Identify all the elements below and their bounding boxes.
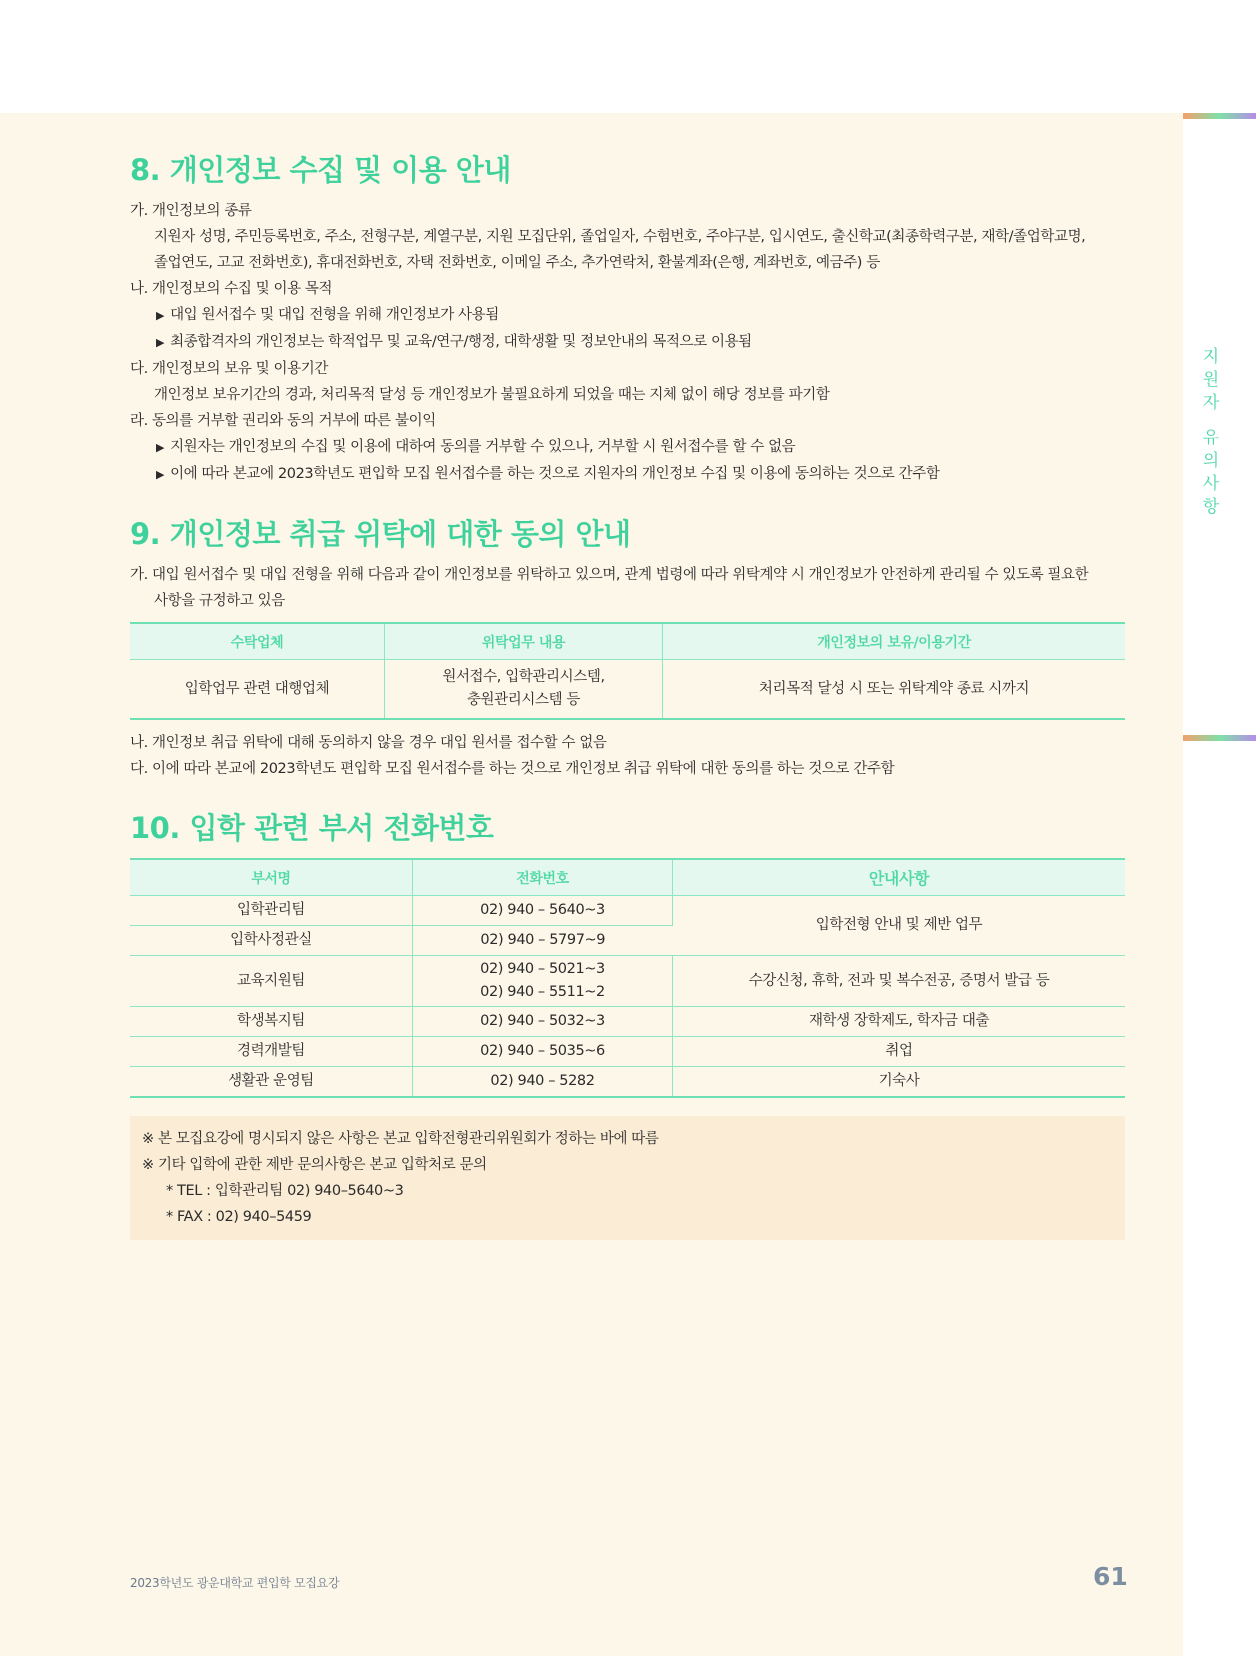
table-cell: 원서접수, 입학관리시스템, 충원관리시스템 등 bbox=[385, 660, 663, 720]
side-section-label bbox=[1196, 346, 1226, 519]
bullet-item: ▶ 대입 원서접수 및 대입 전형을 위해 개인정보가 사용됨 bbox=[156, 307, 499, 323]
table-cell: 입학관리팀 bbox=[130, 896, 413, 926]
table-cell: 취업 bbox=[673, 1037, 1126, 1067]
table-row bbox=[130, 660, 1125, 720]
contact-fax: * FAX : 02) 940–5459 bbox=[166, 1209, 312, 1225]
side-label-char: 항 bbox=[1202, 497, 1220, 517]
ga-line: 사항을 규정하고 있음 bbox=[154, 593, 285, 609]
ga-heading: 가. 개인정보의 종류 bbox=[130, 203, 252, 219]
side-label-char: 지 bbox=[1202, 347, 1220, 367]
footer-document-title: 2023학년도 광운대학교 편입학 모집요강 bbox=[130, 1576, 340, 1590]
side-label-char: 유 bbox=[1202, 428, 1220, 448]
table-cell: 처리목적 달성 시 또는 위탁계약 종료 시까지 bbox=[758, 680, 1030, 697]
table-cell: 재학생 장학제도, 학자금 대출 bbox=[673, 1007, 1126, 1037]
table-header: 안내사항 bbox=[673, 859, 1126, 896]
triangle-bullet-icon: ▶ bbox=[156, 336, 165, 349]
contact-tel: * TEL : 입학관리팀 02) 940–5640~3 bbox=[166, 1183, 404, 1199]
triangle-bullet-icon: ▶ bbox=[156, 441, 165, 454]
table-cell: 02) 940 – 5021~3 02) 940 – 5511~2 bbox=[413, 956, 673, 1007]
table-cell: 입학전형 안내 및 제반 업무 bbox=[673, 896, 1126, 956]
side-accent-bar-middle bbox=[1183, 735, 1256, 741]
notes-box bbox=[130, 1116, 1125, 1240]
table-cell: 02) 940 – 5032~3 bbox=[413, 1007, 673, 1037]
na-line: 나. 개인정보 취급 위탁에 대해 동의하지 않을 경우 대입 원서를 접수할 수 없음 bbox=[130, 735, 607, 751]
ra-heading: 라. 동의를 거부할 권리와 동의 거부에 따른 불이익 bbox=[130, 413, 436, 429]
da-heading: 다. 개인정보의 보유 및 이용기간 bbox=[130, 361, 328, 377]
section-9-privacy-outsourcing bbox=[130, 514, 1125, 782]
da-line: 다. 이에 따라 본교에 2023학년도 편입학 모집 원서접수를 하는 것으로 개인정보 취급 위탁에 대한 동의를 하는 것으로 간주함 bbox=[130, 761, 895, 777]
table-header: 위탁업무 내용 bbox=[385, 623, 663, 660]
table-header: 개인정보의 보유/이용기간 bbox=[663, 623, 1126, 660]
ga-line: 가. 대입 원서접수 및 대입 전형을 위해 다음과 같이 개인정보를 위탁하고 있으며, 관계 법령에 따라 위탁계약 시 개인정보가 안전하게 관리될 수 있도록 필요한 bbox=[130, 567, 1089, 583]
table-row bbox=[130, 896, 1125, 926]
side-label-char: 자 bbox=[1202, 393, 1220, 413]
table-header: 수탁업체 bbox=[130, 623, 385, 660]
side-accent-bar-top bbox=[1183, 113, 1256, 119]
table-header: 부서명 bbox=[130, 859, 413, 896]
table-cell: 02) 940 – 5640~3 bbox=[413, 896, 673, 926]
na-heading: 나. 개인정보의 수집 및 이용 목적 bbox=[130, 281, 333, 297]
table-row bbox=[130, 1037, 1125, 1067]
table-cell: 수강신청, 휴학, 전과 및 복수전공, 증명서 발급 등 bbox=[673, 956, 1126, 1007]
section-8-privacy-collection bbox=[130, 150, 1125, 488]
outsourcing-table bbox=[130, 622, 1125, 720]
triangle-bullet-icon: ▶ bbox=[156, 309, 165, 322]
table-cell: 학생복지팀 bbox=[130, 1007, 413, 1037]
ga-body-line: 졸업연도, 고교 전화번호), 휴대전화번호, 자택 전화번호, 이메일 주소, 추가연락처, 환불계좌(은행, 계좌번호, 예금주) 등 bbox=[154, 255, 880, 271]
bullet-item: ▶ 최종합격자의 개인정보는 학적업무 및 교육/연구/행정, 대학생활 및 정보안내의 목적으로 이용됨 bbox=[156, 334, 752, 350]
triangle-bullet-icon: ▶ bbox=[156, 468, 165, 481]
page-number: 61 bbox=[1093, 1562, 1128, 1591]
bullet-item: ▶ 지원자는 개인정보의 수집 및 이용에 대하여 동의를 거부할 수 있으나, 거부할 시 원서접수를 할 수 없음 bbox=[156, 439, 796, 455]
note-line: ※ 기타 입학에 관한 제반 문의사항은 본교 입학처로 문의 bbox=[142, 1157, 487, 1173]
table-cell: 생활관 운영팀 bbox=[130, 1067, 413, 1098]
side-label-char: 사 bbox=[1202, 474, 1220, 494]
table-header: 전화번호 bbox=[413, 859, 673, 896]
section-9-title: 9. 개인정보 취급 위탁에 대한 동의 안내 bbox=[130, 517, 631, 551]
side-label-char: 원 bbox=[1202, 370, 1220, 390]
table-cell: 입학업무 관련 대행업체 bbox=[130, 660, 385, 720]
side-label-char: 의 bbox=[1202, 451, 1220, 471]
phone-table bbox=[130, 858, 1125, 1098]
table-cell: 02) 940 – 5282 bbox=[413, 1067, 673, 1098]
bullet-item: ▶ 이에 따라 본교에 2023학년도 편입학 모집 원서접수를 하는 것으로 지원자의 개인정보 수집 및 이용에 동의하는 것으로 간주함 bbox=[156, 466, 940, 482]
table-cell: 02) 940 – 5035~6 bbox=[413, 1037, 673, 1067]
table-row bbox=[130, 956, 1125, 1007]
ga-body-line: 지원자 성명, 주민등록번호, 주소, 전형구분, 계열구분, 지원 모집단위, 졸업일자, 수험번호, 주야구분, 입시연도, 출신학교(최종학력구분, 재학/졸업학교명, bbox=[154, 229, 1086, 245]
da-body: 개인정보 보유기간의 경과, 처리목적 달성 등 개인정보가 불필요하게 되었을 때는 지체 없이 해당 정보를 파기함 bbox=[154, 387, 830, 403]
table-cell: 기숙사 bbox=[878, 1073, 920, 1089]
main-content bbox=[130, 150, 1125, 1240]
section-10-title: 10. 입학 관련 부서 전화번호 bbox=[130, 811, 494, 845]
note-line: ※ 본 모집요강에 명시되지 않은 사항은 본교 입학전형관리위원회가 정하는 바에 따름 bbox=[142, 1131, 659, 1147]
table-row bbox=[130, 1067, 1125, 1098]
section-10-department-phones bbox=[130, 808, 1125, 1240]
table-cell: 교육지원팀 bbox=[130, 956, 413, 1007]
table-row bbox=[130, 1007, 1125, 1037]
table-cell: 02) 940 – 5797~9 bbox=[413, 926, 673, 956]
table-cell: 입학사정관실 bbox=[130, 926, 413, 956]
table-cell: 경력개발팀 bbox=[130, 1037, 413, 1067]
section-8-title: 8. 개인정보 수집 및 이용 안내 bbox=[130, 153, 511, 187]
